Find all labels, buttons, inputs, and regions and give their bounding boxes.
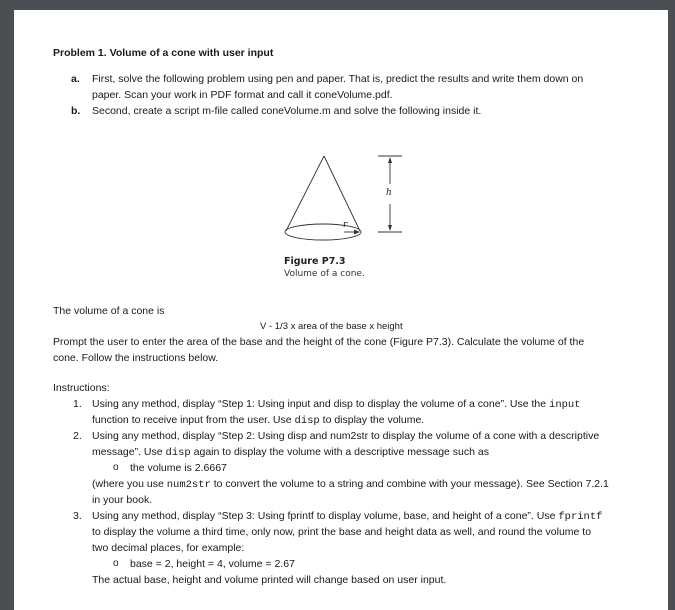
code-disp: disp <box>165 447 191 459</box>
part-b-marker: b. <box>71 105 81 117</box>
code-disp: disp <box>294 415 320 427</box>
volume-intro: The volume of a cone is <box>53 305 165 317</box>
item-3-example: base = 2, height = 4, volume = 2.67 <box>130 558 295 570</box>
height-label: h <box>386 188 392 198</box>
radius-label: r <box>343 220 348 230</box>
item-1-line1: Using any method, display “Step 1: Using input and disp to display the volume of a cone”. Use the input <box>92 398 581 411</box>
code-input: input <box>549 399 581 411</box>
item-1-marker: 1. <box>73 398 82 410</box>
figure-caption: Volume of a cone. <box>284 269 365 279</box>
volume-formula: V - 1/3 x area of the base x height <box>260 321 403 332</box>
part-b-line1: Second, create a script m-file called coneVolume.m and solve the following inside it. <box>92 105 482 117</box>
prompt-line1: Prompt the user to enter the area of the base and the height of the cone (Figure P7.3). Calculate the volume of the <box>53 336 585 348</box>
figure-title: Figure P7.3 <box>284 256 346 267</box>
document-page <box>14 10 668 610</box>
item-3-line2: to display the volume a third time, only now, print the base and height data as well, and round the volume to <box>92 526 592 538</box>
item-1-line2: function to receive input from the user. Use disp to display the volume. <box>92 414 425 427</box>
bullet-icon: o <box>113 558 119 569</box>
item-2-line2: message”. Use disp again to display the volume with a descriptive message such as <box>92 446 489 459</box>
item-2-example: the volume is 2.6667 <box>130 462 227 474</box>
instructions-heading: Instructions: <box>53 382 110 394</box>
item-2-line3: (where you use num2str to convert the volume to a string and combine with your message). See Section 7.2.1 <box>92 478 609 491</box>
item-3-line3: two decimal places, for example: <box>92 542 245 554</box>
item-2-line4: in your book. <box>92 494 153 506</box>
item-3-line1: Using any method, display “Step 3: Using fprintf to display volume, base, and height of a cone”. Use fprintf <box>92 510 603 523</box>
code-fprintf: fprintf <box>558 511 603 523</box>
code-num2str: num2str <box>166 479 211 491</box>
bullet-icon: o <box>113 462 119 473</box>
item-2-line1: Using any method, display “Step 2: Using disp and num2str to display the volume of a cone with a descriptive <box>92 430 600 442</box>
problem-title: Problem 1. Volume of a cone with user input <box>53 47 274 59</box>
part-a-marker: a. <box>71 73 80 85</box>
item-2-marker: 2. <box>73 430 82 442</box>
prompt-line2: cone. Follow the instructions below. <box>53 352 219 364</box>
part-a-line1: First, solve the following problem using pen and paper. That is, predict the results and write them down on <box>92 73 584 85</box>
item-3-line4: The actual base, height and volume printed will change based on user input. <box>92 574 447 586</box>
part-a-line2: paper. Scan your work in PDF format and call it coneVolume.pdf. <box>92 89 393 101</box>
item-3-marker: 3. <box>73 510 82 522</box>
